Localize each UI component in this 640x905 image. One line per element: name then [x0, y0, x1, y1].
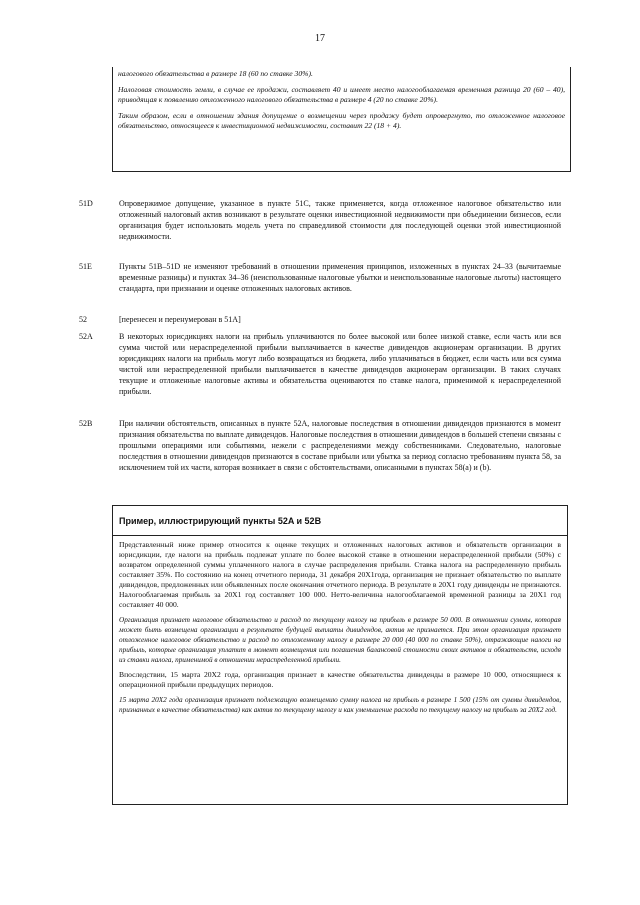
example-paragraph-italic: 15 марта 20X2 года организация признает подлежащую возмещению сумму налога на прибыль в размере 1 500 (15% от суммы дивидендов, признанных в качестве обязательства) как актив по текущему налогу и как уменьшение расхода по текущему налогу на прибыль за 20X2 год.	[119, 696, 561, 714]
paragraph-51e	[79, 261, 561, 294]
example-box	[112, 505, 568, 805]
paragraph-51d	[79, 198, 561, 242]
example-paragraph-italic: Организация признает налоговое обязательство и расход по текущему налогу на прибыль в размере 50 000. В отношении суммы, которая может быть возмещена организации в результате будущей выплаты дивидендов, актив не признается. При этом организация признает отложенное налоговое обязательство и расход по отложенному налогу в размере 20 000 (40 000 по ставке 50%), отражающие налоги на прибыль, которые организация уплатит в момент возмещения или погашения балансовой стоимости своих активов и обязательств, исходя из ставки налога, применимой в отношении нераспределенной прибыли.	[119, 616, 561, 664]
paragraph-number: 52	[79, 315, 87, 324]
paragraph-text: При наличии обстоятельств, описанных в пункте 52A, налоговые последствия в отношении дивидендов признаются в момент признания обязательства по выплате дивидендов. Налоговые последствия в отношении дивидендов в большей степени связаны с прошлыми операциями или событиями, нежели с распределениями между собственниками. Следовательно, налоговые последствия в отношении дивидендов признаются в составе прибыли или убытка за период согласно требованиям пункта 58, за исключением той их части, которая возникает в связи с обстоятельствами, описанными в пунктах 58(a) и (b).	[119, 419, 561, 472]
paragraph-number: 52A	[79, 332, 93, 341]
example-continuation-box	[112, 67, 571, 172]
paragraph-number: 51D	[79, 199, 93, 208]
box-paragraph: Таким образом, если в отношении здания допущение о возмещении через продажу будет опровергнуто, то отложенное налоговое обязательство, относящееся к инвестиционной недвижимости, составит 22 (18 + 4).	[118, 111, 565, 130]
box-paragraph: Налоговая стоимость земли, в случае ее продажи, составляет 40 и имеет место налогооблагаемая временная разница 20 (60 – 40), приводящая к появлению отложенного налогового обязательства в размере 4 (20 по ставке 20%).	[118, 85, 565, 104]
paragraph-number: 51E	[79, 262, 92, 271]
page-number: 17	[315, 33, 325, 44]
example-title: Пример, иллюстрирующий пункты 52A и 52B	[113, 506, 567, 536]
paragraph-text: Опровержимое допущение, указанное в пункте 51C, также применяется, когда отложенное налоговое обязательство или отложенный налоговый актив возникают в результате оценки инвестиционной недвижимости при объединении бизнесов, если организация будет использовать модель учета по справедливой стоимости для последующей оценки этой инвестиционной недвижимости.	[119, 199, 561, 241]
paragraph-52a	[79, 331, 561, 397]
paragraph-52	[79, 314, 561, 325]
box-paragraph: налогового обязательства в размере 18 (60 по ставке 30%).	[118, 69, 313, 78]
paragraph-text: Пункты 51B–51D не изменяют требований в отношении применения принципов, изложенных в пунктах 24–33 (вычитаемые временные разницы) и пунктах 34–36 (неиспользованные налоговые убытки и неиспользованные налоговые льготы) настоящего стандарта, при признании и оценке отложенных налоговых активов.	[119, 262, 561, 293]
example-paragraph: Представленный ниже пример относится к оценке текущих и отложенных налоговых активов и обязательств организации в юрисдикции, где налоги на прибыль подлежат уплате по более высокой ставке в отношении нераспределенной прибыли (50%) с возвратом определенной суммы уплаченного налога в случае распределения прибыли. Ставка налога на распределенную прибыль составляет 35%. По состоянию на конец отчетного периода, 31 декабря 20X1года, организация не признает обязательство по выплате дивидендов, предложенных или объявленных после окончания отчетного периода. В результате в 20X1 году дивиденды не признаются. Налогооблагаемая прибыль за 20X1 год составляет 100 000. Нетто-величина налогооблагаемой временной разницы за 20X1 год составляет 40 000.	[119, 540, 561, 609]
paragraph-number: 52B	[79, 419, 93, 428]
example-body	[113, 540, 567, 720]
paragraph-text: В некоторых юрисдикциях налоги на прибыль уплачиваются по более высокой или более низкой ставке, если часть или вся сумма чистой или нераспределенной прибыли выплачивается в качестве дивидендов акционерам организации. В других юрисдикциях налоги на прибыль могут либо возвращаться из бюджета, либо уплачиваться в бюджет, если часть или вся сумма чистой или нераспределенной прибыли выплачивается в качестве дивидендов акционерам организации. В таких случаях текущие и отложенные налоговые активы и обязательства оцениваются по ставке налога, применимой к нераспределенной прибыли.	[119, 332, 561, 396]
paragraph-52b	[79, 418, 561, 473]
example-paragraph: Впоследствии, 15 марта 20X2 года, организация признает в качестве обязательства дивиденды в размере 10 000, относящиеся к операционной прибыли предыдущих периодов.	[119, 670, 561, 689]
paragraph-text: [перенесен и перенумерован в 51A]	[119, 315, 241, 324]
